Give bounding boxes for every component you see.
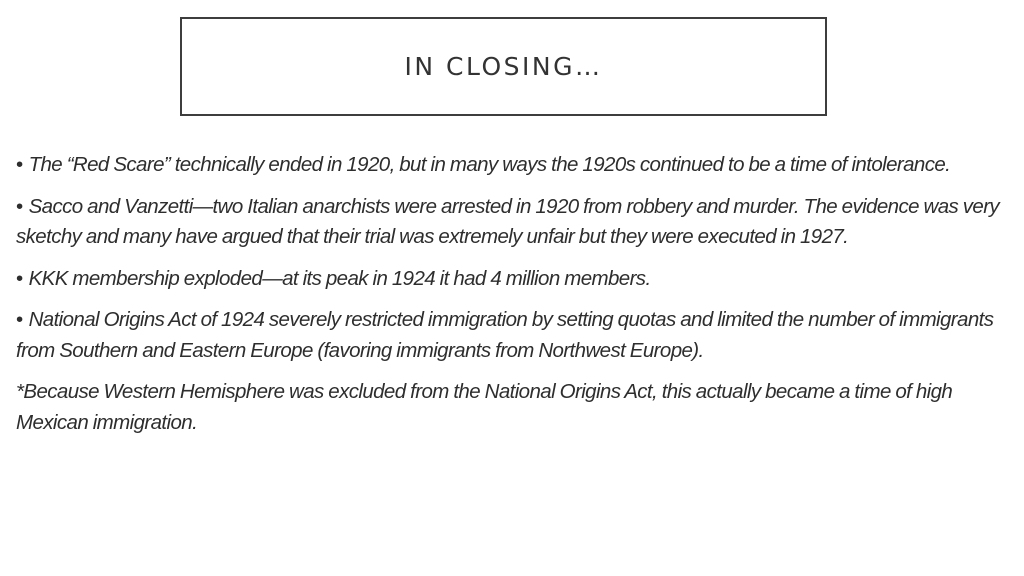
paragraph-red-scare [16, 150, 1016, 181]
paragraph-text: National Origins Act of 1924 severely restricted immigration by setting quotas and limited the number of immigrants from Southern and Eastern Europe (favoring immigrants from Northwest Europe). [16, 308, 994, 362]
bullet-icon: • [16, 153, 23, 176]
paragraph-mexican-immigration [16, 377, 1016, 438]
slide-body [16, 150, 1016, 449]
paragraph-sacco-vanzetti [16, 192, 1016, 253]
paragraph-kkk [16, 264, 1016, 295]
bullet-icon: • [16, 308, 23, 331]
paragraph-text: The “Red Scare” technically ended in 1920, but in many ways the 1920s continued to be a time of intolerance. [28, 153, 951, 176]
bullet-icon: • [16, 266, 23, 290]
title-box [180, 17, 827, 116]
paragraph-text: Sacco and Vanzetti—two Italian anarchists were arrested in 1920 from robbery and murder. The evidence was very sketchy and many have argued that their trial was extremely unfair but they were executed in 1927. [16, 194, 1000, 248]
paragraph-national-origins-act [16, 305, 1016, 366]
bullet-icon: • [16, 194, 23, 218]
paragraph-text: KKK membership exploded—at its peak in 1924 it had 4 million members. [28, 266, 651, 290]
paragraph-text: *Because Western Hemisphere was excluded from the National Origins Act, this actually became a time of high Mexican immigration. [16, 380, 953, 434]
slide-title: IN CLOSING… [404, 52, 603, 81]
